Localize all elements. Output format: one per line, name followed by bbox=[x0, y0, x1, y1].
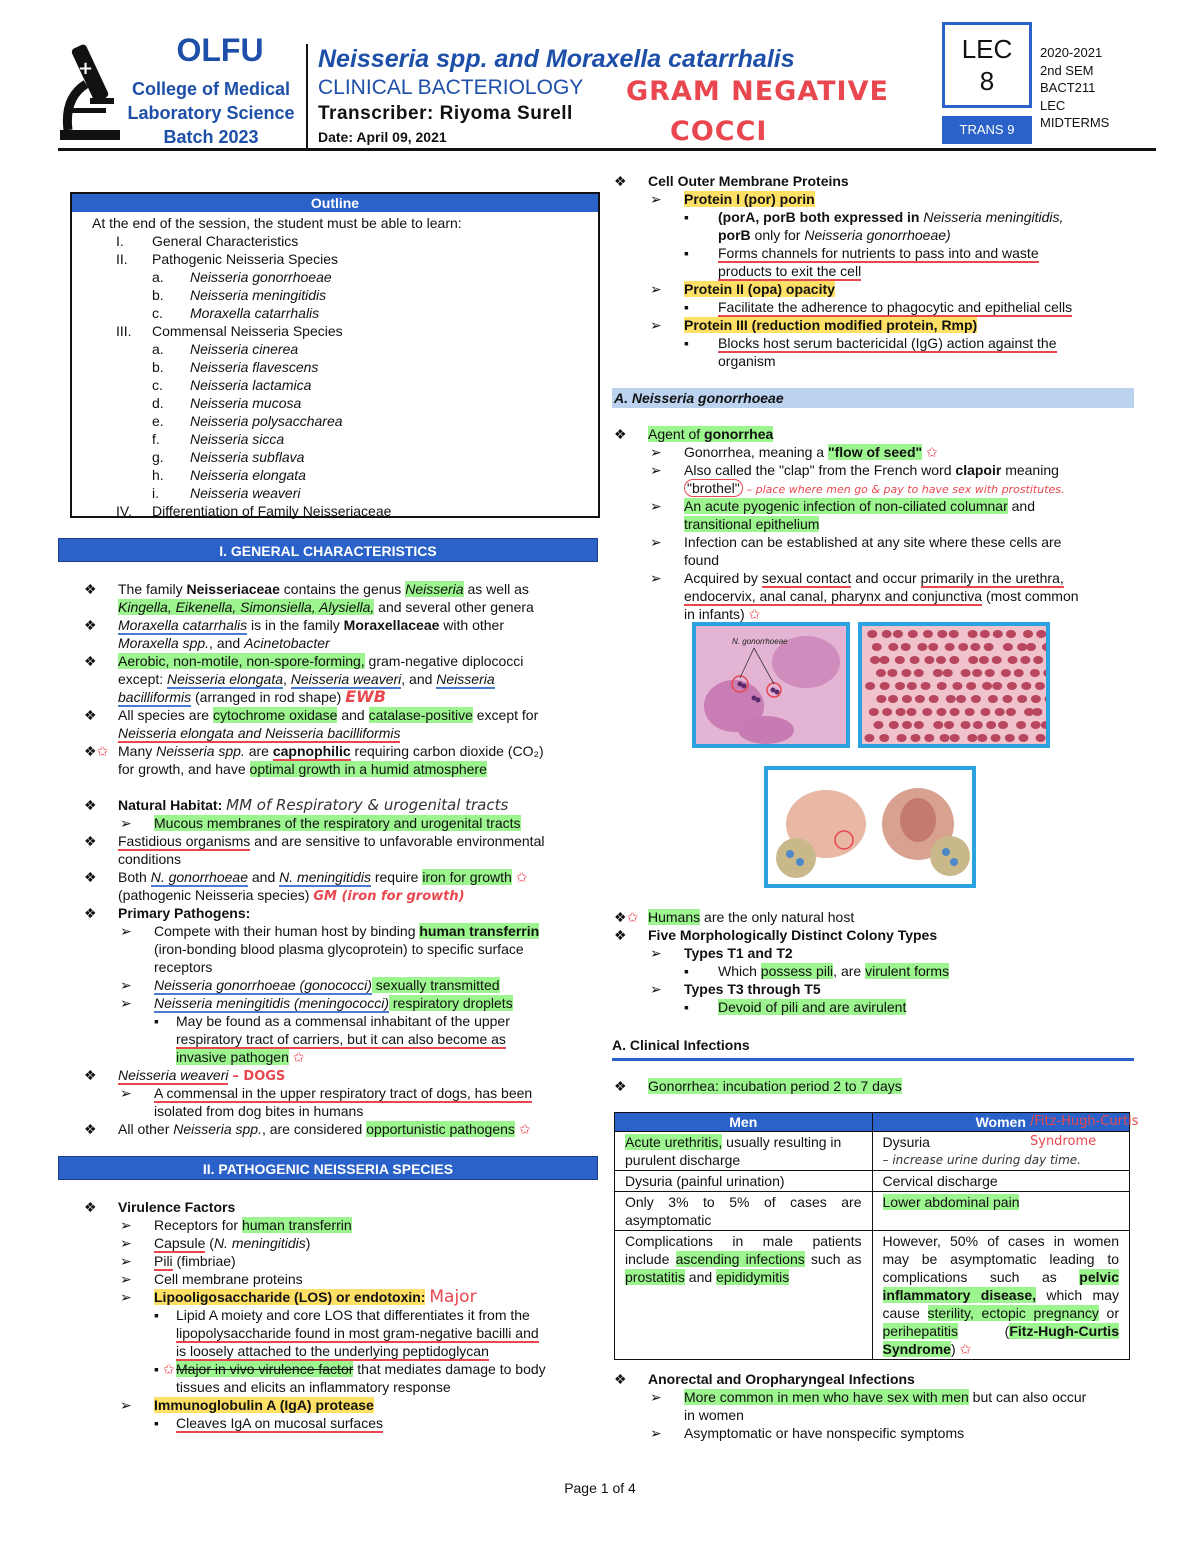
table-header-women: Women bbox=[872, 1113, 1130, 1132]
stain-cell bbox=[1008, 656, 1018, 664]
list-item: ❖ The family Neisseriaceae contains the genus Neisseria as well as bbox=[84, 581, 529, 597]
stain-cell bbox=[1016, 721, 1026, 729]
handwritten-table-note: /Fitz-Hugh-Curtis Syndrome bbox=[1030, 1114, 1139, 1149]
stain-cell bbox=[973, 721, 983, 729]
stain-cell bbox=[901, 669, 911, 677]
stain-cell bbox=[980, 630, 990, 638]
list-subitem-cont: receptors bbox=[154, 959, 213, 975]
list-item: ❖ Virulence Factors bbox=[84, 1199, 236, 1215]
gonorrhea-incubation bbox=[614, 1077, 1134, 1095]
stain-cell bbox=[936, 656, 946, 664]
stain-cell bbox=[940, 734, 950, 742]
list-subitem: ➢ Cell membrane proteins bbox=[120, 1271, 303, 1287]
stain-cell bbox=[910, 734, 920, 742]
list-subsubitem-cont: tissues and elicits an inflammatory response bbox=[176, 1379, 451, 1395]
list-subitem: ➢ More common in men who have sex with men but can also occur bbox=[650, 1389, 1087, 1405]
host-colony-body bbox=[614, 908, 1134, 1016]
stain-cell bbox=[1026, 643, 1036, 651]
list-subsubitem: ▪ Blocks host serum bactericidal (IgG) action against the bbox=[684, 335, 1057, 351]
stain-cell bbox=[880, 682, 890, 690]
list-subsubitem: ▪ (porA, porB both expressed in Neisseria meningitidis, bbox=[684, 209, 1064, 225]
anorectal-body bbox=[614, 1370, 1134, 1442]
stain-cell bbox=[988, 695, 998, 703]
stain-cell bbox=[1001, 669, 1011, 677]
stain-cell bbox=[1036, 630, 1046, 638]
stain-cell bbox=[865, 682, 875, 690]
table-header-men: Men bbox=[615, 1113, 873, 1132]
stain-cell bbox=[968, 656, 978, 664]
stain-cell bbox=[888, 695, 898, 703]
list-item-cont: (pathogenic Neisseria species) GM (iron for growth) bbox=[118, 887, 465, 904]
stain-cell bbox=[993, 630, 1003, 638]
list-subitem-cont: isolated from dog bites in humans bbox=[154, 1103, 364, 1119]
stain-cell bbox=[893, 630, 903, 638]
list-subitem: ➢ Capsule (N. meningitidis) bbox=[120, 1235, 311, 1251]
stain-cell bbox=[907, 682, 917, 690]
meta-year: 2020-2021 bbox=[1040, 45, 1103, 60]
stain-cell bbox=[923, 630, 933, 638]
list-item: ❖ Cell Outer Membrane Proteins bbox=[614, 173, 849, 189]
stain-cell bbox=[961, 669, 971, 677]
stain-cell bbox=[873, 721, 883, 729]
list-item-cont: Neisseria elongata and Neisseria bacilliformis bbox=[118, 725, 401, 741]
header-rule bbox=[58, 148, 1156, 151]
stain-illustration bbox=[696, 626, 846, 744]
stain-cell bbox=[980, 708, 990, 716]
list-subsubitem: ▪ Devoid of pili and are avirulent bbox=[684, 999, 907, 1015]
stain-cell bbox=[972, 669, 982, 677]
list-subsubitem: ▪ Facilitate the adherence to phagocytic and epithelial cells bbox=[684, 299, 1073, 315]
list-item-cont: bacilliformis (arranged in rod shape) EWB bbox=[118, 687, 386, 706]
stain-cell bbox=[944, 721, 954, 729]
list-item: ❖ Both N. gonorrhoeae and N. meningitidis require iron for growth ✩ bbox=[84, 869, 528, 885]
stain-cell bbox=[992, 656, 1002, 664]
list-subitem: ➢ Types T1 and T2 bbox=[650, 945, 793, 961]
stain-cell bbox=[1002, 695, 1012, 703]
stain-cell bbox=[929, 695, 939, 703]
header-divider bbox=[306, 44, 308, 148]
stain-cell bbox=[924, 734, 934, 742]
list-item: ❖ Fastidious organisms and are sensitive to unfavorable environmental bbox=[84, 833, 545, 849]
list-subitem-cont: in infants) ✩ bbox=[684, 606, 761, 622]
stain-cell bbox=[902, 721, 912, 729]
stain-cell bbox=[961, 721, 971, 729]
list-subitem: ➢ Protein III (reduction modified protein, Rmp) bbox=[650, 317, 978, 333]
list-subitem: ➢ Asymptomatic or have nonspecific symptoms bbox=[650, 1425, 965, 1441]
list-item: ❖ All species are cytochrome oxidase and catalase-positive except for bbox=[84, 707, 539, 723]
list-subitem: ➢ Receptors for human transferrin bbox=[120, 1217, 352, 1233]
list-item: ❖ Five Morphologically Distinct Colony Types bbox=[614, 927, 938, 943]
list-subitem: ➢ Compete with their human host by binding human transferrin bbox=[120, 923, 540, 939]
stain-cell bbox=[950, 734, 960, 742]
outer-membrane-proteins bbox=[614, 172, 1134, 370]
stain-cell bbox=[1007, 682, 1017, 690]
stain-cell bbox=[1032, 708, 1042, 716]
stain-cell bbox=[977, 734, 987, 742]
stain-cell bbox=[1023, 630, 1033, 638]
stain-cell bbox=[937, 630, 947, 638]
stain-cell bbox=[895, 656, 905, 664]
org-name: OLFU bbox=[176, 32, 264, 68]
stain-cell bbox=[901, 643, 911, 651]
stain-cell bbox=[902, 695, 912, 703]
list-item-cont: Moraxella spp., and Acinetobacter bbox=[118, 635, 330, 651]
list-subsubitem-cont: is loosely attached to the underlying peptidoglycan bbox=[176, 1343, 489, 1359]
batch: Batch 2023 bbox=[163, 127, 259, 147]
stain-cell bbox=[998, 721, 1008, 729]
stain-cell bbox=[1017, 643, 1027, 651]
course-name: CLINICAL BACTERIOLOGY bbox=[318, 76, 584, 99]
list-item: ❖✩ Humans are the only natural host bbox=[614, 909, 855, 925]
list-item: ❖ Gonorrhea: incubation period 2 to 7 days bbox=[614, 1078, 902, 1094]
list-subsubitem: ▪ ✩ Major in vivo virulence factor that mediates damage to body bbox=[154, 1361, 546, 1377]
stain-cell bbox=[896, 708, 906, 716]
list-subsubitem-cont: products to exit the cell bbox=[718, 263, 862, 279]
handwritten-subtitle: COCCI bbox=[670, 116, 768, 147]
stain-cell bbox=[910, 656, 920, 664]
stain-cell bbox=[995, 708, 1005, 716]
stain-cell bbox=[949, 656, 959, 664]
lec-number: 8 bbox=[979, 66, 995, 96]
list-subitem-cont: transitional epithelium bbox=[684, 516, 820, 532]
list-item: ❖ Neisseria weaveri – DOGS bbox=[84, 1067, 286, 1084]
stain-cell bbox=[897, 734, 907, 742]
stain-cell bbox=[979, 656, 989, 664]
stain-cell bbox=[1017, 695, 1027, 703]
list-subitem-cont: endocervix, anal canal, pharynx and conjunctiva (most common bbox=[684, 588, 1079, 604]
stain-cell bbox=[949, 630, 959, 638]
list-subitem: ➢ Immunoglobulin A (IgA) protease bbox=[120, 1397, 374, 1413]
infection-site-image bbox=[764, 766, 976, 888]
list-subitem: ➢ Pili (fimbriae) bbox=[120, 1253, 236, 1269]
lec-label: LEC bbox=[961, 34, 1013, 64]
stain-cell bbox=[914, 721, 924, 729]
stain-cell bbox=[882, 708, 892, 716]
list-subitem: ➢ Mucous membranes of the respiratory and urogenital tracts bbox=[120, 815, 521, 831]
gram-stain-image-2 bbox=[858, 622, 1050, 748]
list-subitem: ➢ Lipooligosaccharide (LOS) or endotoxin: Major bbox=[120, 1287, 477, 1307]
infection-illustration bbox=[768, 770, 972, 884]
stain-cell bbox=[968, 630, 978, 638]
college-line1: College of Medical bbox=[131, 79, 291, 99]
stain-cell bbox=[1030, 669, 1040, 677]
trans-badge: TRANS 9 bbox=[942, 116, 1032, 144]
stain-cell bbox=[869, 708, 879, 716]
table-row: Complications in male patients include ascending infections such as prostatitis and epididymitis However, 50% of cases in women may be asymptomatic leading to complications such as pelvic inflammatory disease, which may cause sterility, ectopic pregnancy or perihepatitis (Fitz-Hugh-Curtis Syndrome) ✩ bbox=[615, 1231, 1130, 1360]
stain-cell bbox=[882, 630, 892, 638]
list-subitem: ➢ A commensal in the upper respiratory tract of dogs, has been bbox=[120, 1085, 533, 1101]
stain-cell bbox=[965, 708, 975, 716]
stain-cell bbox=[921, 682, 931, 690]
stain-cell bbox=[906, 708, 916, 716]
section-general-characteristics: I. GENERAL CHARACTERISTICS bbox=[58, 538, 598, 562]
stain-cell bbox=[887, 669, 897, 677]
stain-cell bbox=[876, 669, 886, 677]
outline-heading: Outline bbox=[72, 194, 598, 212]
stain-cell bbox=[917, 643, 927, 651]
stain-cell bbox=[922, 708, 932, 716]
gram-stain-image-1 bbox=[692, 622, 850, 748]
stain-cell bbox=[924, 656, 934, 664]
list-subitem: ➢ Acquired by sexual contact and occur primarily in the urethra, bbox=[650, 570, 1064, 586]
stain-cell bbox=[966, 682, 976, 690]
list-subitem: ➢ Protein I (por) porin bbox=[650, 191, 815, 207]
stain-cell bbox=[1033, 656, 1043, 664]
list-subsubitem: ▪ Lipid A moiety and core LOS that differentiates it from the bbox=[154, 1307, 530, 1323]
stain-cell bbox=[864, 734, 874, 742]
list-subitem: ➢ Gonorrhea, meaning a "flow of seed" ✩ bbox=[650, 444, 938, 460]
stain-cell bbox=[928, 643, 938, 651]
table-row: Acute urethritis, usually resulting in purulent discharge Dysuria – increase urine during day time. bbox=[615, 1132, 1130, 1171]
stain-cell bbox=[945, 643, 955, 651]
list-item-cont: except: Neisseria elongata, Neisseria weaveri, and Neisseria bbox=[118, 671, 495, 687]
stain-cell bbox=[943, 669, 953, 677]
date: Date: April 09, 2021 bbox=[318, 129, 447, 145]
stain-cell bbox=[958, 643, 968, 651]
list-subitem-cont: (iron-bonding blood plasma glycoprotein) to specific surface bbox=[154, 941, 524, 957]
stain-cell bbox=[933, 721, 943, 729]
list-subitem-cont: found bbox=[684, 552, 720, 568]
list-subitem: ➢ Also called the "clap" from the French word clapoir meaning bbox=[650, 462, 1059, 478]
stain-cell bbox=[991, 734, 1001, 742]
image-label: N. gonorrhoeae bbox=[732, 637, 788, 646]
list-subitem-cont: "brothel" – place where men go & pay to have sex with prostitutes. bbox=[614, 479, 1134, 497]
table-row: Dysuria (painful urination) Cervical discharge bbox=[615, 1171, 1130, 1192]
list-subsubitem-cont: lipopolysaccharide found in most gram-negative bacilli and bbox=[176, 1325, 539, 1341]
stain-cell bbox=[1003, 643, 1013, 651]
stain-cell bbox=[982, 682, 992, 690]
list-item: ❖ Primary Pathogens: bbox=[84, 905, 251, 921]
list-subitem: ➢ Neisseria gonorrhoeae (gonococci) sexually transmitted bbox=[120, 977, 500, 993]
college-line2: Laboratory Science bbox=[127, 103, 295, 123]
stain-cell bbox=[876, 695, 886, 703]
stain-cell bbox=[992, 682, 1002, 690]
list-subitem: ➢ Infection can be established at any site where these cells are bbox=[650, 534, 1062, 550]
stain-cell bbox=[895, 682, 905, 690]
stain-cell bbox=[986, 721, 996, 729]
list-item-cont: Kingella, Eikenella, Simonsiella, Alysiella, and several other genera bbox=[118, 599, 534, 615]
stain-cell bbox=[950, 708, 960, 716]
list-item: ❖ Anorectal and Oropharyngeal Infections bbox=[614, 1371, 915, 1387]
table-row: Only 3% to 5% of cases are asymptomatic Lower abdominal pain bbox=[615, 1192, 1130, 1231]
meta-type: LEC bbox=[1040, 97, 1066, 113]
stain-cell bbox=[1005, 734, 1015, 742]
stain-cell bbox=[1014, 669, 1024, 677]
stain-cell bbox=[1036, 734, 1046, 742]
list-item: ❖ Agent of gonorrhea bbox=[614, 426, 774, 442]
list-item: ❖ Moraxella catarrhalis is in the family Moraxellaceae with other bbox=[84, 617, 504, 633]
stain-cell bbox=[1018, 734, 1028, 742]
outline-intro: At the end of the session, the student must be able to learn: bbox=[92, 215, 462, 231]
page-footer: Page 1 of 4 bbox=[564, 1480, 636, 1496]
stain-cell bbox=[946, 695, 956, 703]
stain-cell bbox=[971, 695, 981, 703]
list-item: ❖ All other Neisseria spp., are considered opportunistic pathogens ✩ bbox=[84, 1121, 531, 1137]
stain-cell bbox=[908, 630, 918, 638]
stain-cell bbox=[1021, 682, 1031, 690]
meta-info bbox=[1040, 44, 1109, 132]
stain-cell bbox=[967, 734, 977, 742]
stain-cell bbox=[915, 695, 925, 703]
clinical-infections-heading: A. Clinical Infections bbox=[612, 1036, 1134, 1061]
lec-badge bbox=[942, 22, 1032, 108]
stain-cell bbox=[1031, 721, 1041, 729]
stain-cell bbox=[1035, 682, 1045, 690]
list-subsubitem-cont: invasive pathogen ✩ bbox=[176, 1049, 305, 1065]
stain-cell bbox=[888, 643, 898, 651]
handwritten-title: GRAM NEGATIVE bbox=[626, 76, 889, 107]
list-subsubitem: ▪ May be found as a commensal inhabitant of the upper bbox=[154, 1013, 510, 1029]
list-subsubitem: ▪ Forms channels for nutrients to pass into and waste bbox=[684, 245, 1039, 261]
transcriber: Transcriber: Riyoma Surell bbox=[318, 103, 573, 124]
stain-cell bbox=[889, 721, 899, 729]
list-subitem: ➢ Protein II (opa) opacity bbox=[650, 281, 835, 297]
stain-cell bbox=[870, 656, 880, 664]
page-title: Neisseria spp. and Moraxella catarrhalis bbox=[318, 45, 795, 73]
list-item-cont: conditions bbox=[118, 851, 182, 867]
gonorrhoeae-body bbox=[614, 425, 1134, 623]
stain-cell bbox=[970, 643, 980, 651]
stain-cell bbox=[1031, 695, 1041, 703]
stain-cell bbox=[956, 695, 966, 703]
section-pathogenic-species: II. PATHOGENIC NEISSERIA SPECIES bbox=[58, 1156, 598, 1180]
meta-sem: 2nd SEM bbox=[1040, 62, 1094, 78]
stain-cell bbox=[1006, 630, 1016, 638]
stain-cell bbox=[985, 669, 995, 677]
subsection-gonorrhoeae: A. Neisseria gonorrhoeae bbox=[612, 388, 1134, 408]
list-subsubitem: ▪ Which possess pili, are virulent forms bbox=[684, 963, 950, 979]
virulence-factors-body bbox=[84, 1198, 604, 1432]
stain-cell bbox=[879, 656, 889, 664]
list-item: ❖ Natural Habitat: MM of Respiratory & urogenital tracts bbox=[84, 796, 509, 814]
outline-box: Outline At the end of the session, the student must be able to learn: I. General Characteristics II. Pathogenic Neisseria Species a. Neisseria gonorrhoeae b. Neisseria meningitidis c. Moraxella catarrhalis III. Commensal Neisseria Species a. Neisseria cinerea b. Neisseria flavescens c. Neisseria lactamica d. Neisseria mucosa e. Neisseria polysaccharea f. Neisseria sicca g. Neisseria subflava h. Neisseria elongata i. Neisseria weaveri IV. Differentiation of Family Neisseriaceae bbox=[70, 192, 600, 518]
list-subitem-cont: in women bbox=[684, 1407, 744, 1423]
stain-cell bbox=[879, 734, 889, 742]
stain-cell bbox=[936, 708, 946, 716]
stain-cell bbox=[867, 630, 877, 638]
stain-cell bbox=[984, 643, 994, 651]
stain-cell bbox=[1006, 708, 1016, 716]
list-subitem: ➢ An acute pyogenic infection of non-ciliated columnar and bbox=[650, 498, 1035, 514]
list-item-cont: for growth, and have optimal growth in a humid atmosphere bbox=[118, 761, 487, 777]
stain-cell bbox=[937, 682, 947, 690]
svg-text:+: + bbox=[78, 58, 94, 79]
stain-cell bbox=[952, 682, 962, 690]
stain-cell bbox=[1020, 656, 1030, 664]
list-subitem: ➢ Types T3 through T5 bbox=[650, 981, 821, 997]
list-item: ❖✩ Many Neisseria spp. are capnophilic requiring carbon dioxide (CO₂) bbox=[84, 743, 544, 759]
stain-cells-illustration bbox=[862, 626, 1046, 744]
list-subsubitem: ▪ Cleaves IgA on mucosal surfaces bbox=[154, 1415, 383, 1431]
meta-code: BACT211 bbox=[1040, 80, 1096, 95]
stain-cell bbox=[933, 669, 943, 677]
list-subsubitem-cont: organism bbox=[718, 353, 776, 369]
meta-term: MIDTERMS bbox=[1040, 115, 1110, 130]
list-subitem: ➢ Neisseria meningitidis (meningococci) respiratory droplets bbox=[120, 995, 513, 1011]
list-subsubitem-cont: porB only for Neisseria gonorrhoeae) bbox=[718, 227, 951, 243]
stain-cell bbox=[914, 669, 924, 677]
general-characteristics-body bbox=[84, 580, 604, 1138]
list-item: ❖ Aerobic, non-motile, non-spore-forming, gram-negative diplococci bbox=[84, 653, 524, 669]
stain-cell bbox=[872, 643, 882, 651]
list-subsubitem-cont: respiratory tract of carriers, but it can also become as bbox=[176, 1031, 506, 1047]
